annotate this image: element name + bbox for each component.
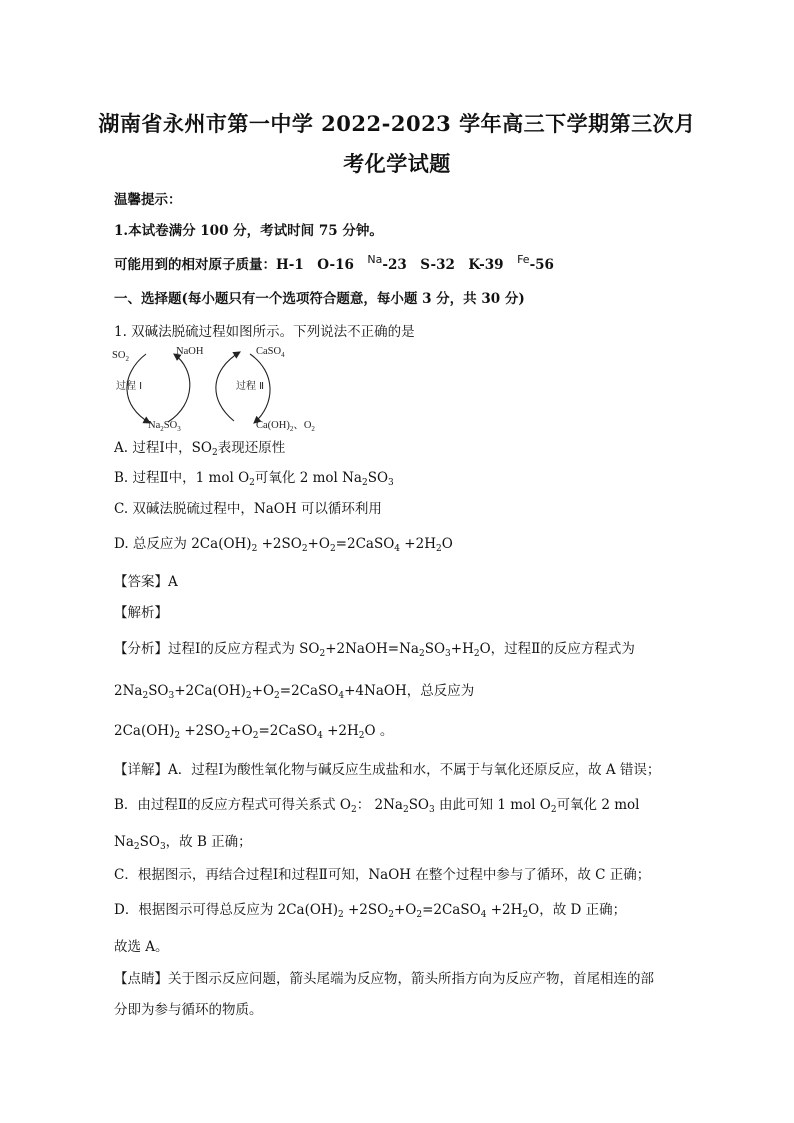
label-process-2: 过程 Ⅱ (236, 381, 265, 392)
analysis-equation-3: $2Ca(OH)_2$ $+2SO_2+O_2=2CaSO_4 +2H_2O$ 。 (114, 723, 394, 741)
atomic-mass-line (114, 253, 554, 273)
label-caso4: CaSO$_4$ (256, 346, 285, 359)
label-so2: $SO_2$ (112, 350, 129, 363)
analysis-label: 【解析】 (114, 605, 168, 621)
fe-symbol: Fe (517, 253, 530, 266)
label-naoh: NaOH (176, 346, 204, 357)
atomic-mass-label: 可能用到的相对原子质量：H-1 O-16 (114, 257, 368, 273)
detail-a: 【详解】A．过程Ⅰ为酸性氧化物与碱反应生成盐和水，不属于与氧化还原反应，故 A 错误； (114, 762, 661, 778)
na-symbol: Na (367, 253, 383, 266)
double-alkali-diagram (110, 340, 350, 435)
analysis-fenxi: 【分析】过程Ⅰ的反应方程式为 $SO_2+2NaOH=Na_2SO_3+H_2O$，过程Ⅱ的反应方程式为 (114, 641, 635, 659)
page-title-line1: 湖南省永州市第一中学 2022-2023 学年高三下学期第三次月 (98, 111, 696, 136)
process1-arrow-right (168, 354, 190, 422)
section-heading: 一、选择题(每小题只有一个选项符合题意，每小题 3 分，共 30 分) (114, 291, 525, 307)
option-d: D. 总反应为 $2Ca(OH)_2$ $+2SO_2+O_2=2CaSO_4 +2H_2O$ (114, 536, 453, 554)
question-stem: 1. 双碱法脱硫过程如图所示。下列说法不正确的是 (114, 324, 415, 340)
answer-label: 【答案】A (114, 574, 178, 590)
option-a: A. 过程Ⅰ中，$SO_2$表现还原性 (114, 440, 286, 458)
label-process-1: 过程 Ⅰ (116, 381, 143, 392)
detail-c: C．根据图示，再结合过程Ⅰ和过程Ⅱ可知，NaOH 在整个过程中参与了循环，故 C 正确； (114, 867, 651, 883)
analysis-equation-2: $2Na_2SO_3+2Ca(OH)_2+O_2=2CaSO_4+4NaOH$，总反应为 (114, 683, 475, 701)
option-b: B. 过程Ⅱ中，1 mol $O_2$可氧化 2 mol $Na_2SO_3$ (114, 470, 394, 488)
fe-mass: -56 (529, 257, 554, 273)
detail-b-line1: B．由过程Ⅱ的反应方程式可得关系式 $O_2$： $2Na_2SO_3$ 由此可知 1 mol $O_2$可氧化 2 mol (114, 797, 640, 815)
label-caoh2-o2: $Ca(OH)_2$、$O_2$ (256, 420, 315, 433)
conclusion: 故选 A。 (114, 939, 169, 955)
label-na2so3: $Na_2SO_3$ (148, 420, 181, 433)
detail-b-line2: $Na_2SO_3$，故 B 正确； (114, 834, 252, 852)
page-title-line2: 考化学试题 (343, 151, 451, 176)
tip-line-1: 【点睛】关于图示反应问题，箭头尾端为反应物，箭头所指方向为反应产物，首尾相连的部 (114, 971, 654, 987)
option-c: C. 双碱法脱硫过程中，NaOH 可以循环利用 (114, 501, 382, 517)
detail-d: D．根据图示可得总反应为 $2Ca(OH)_2$ $+2SO_2+O_2=2CaSO_4 +2H_2O$，故 D 正确； (114, 902, 627, 920)
notice-heading: 温馨提示： (114, 192, 182, 208)
na-mass: -23 S-32 K-39 (382, 257, 518, 273)
notice-item-1: 1.本试卷满分 100 分，考试时间 75 分钟。 (114, 223, 383, 239)
tip-line-2: 分即为参与循环的物质。 (114, 1002, 263, 1018)
